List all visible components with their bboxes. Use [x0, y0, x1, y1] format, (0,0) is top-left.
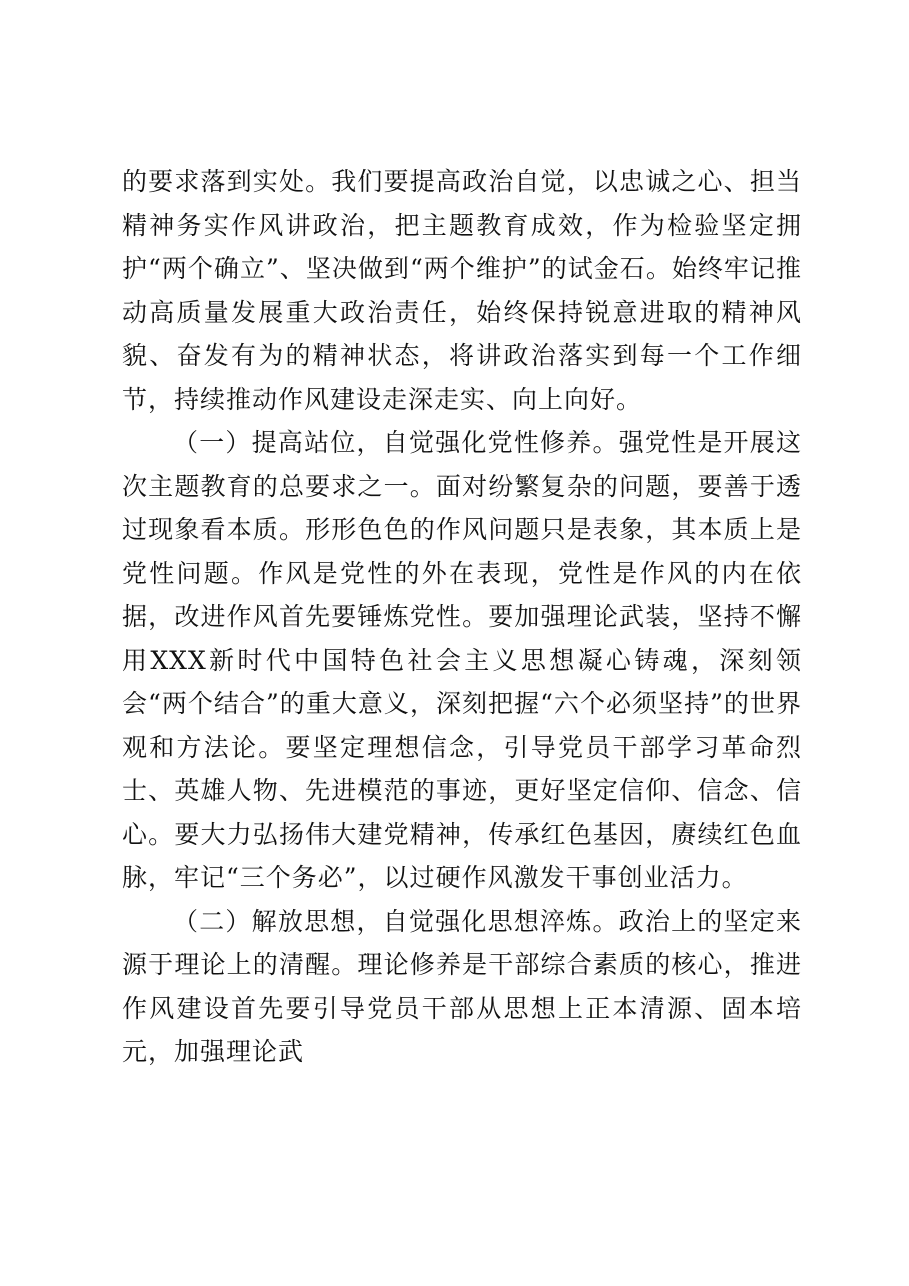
document-body	[122, 160, 802, 1074]
paragraph-intro: 的要求落到实处。我们要提高政治自觉，以忠诚之心、担当精神务实作风讲政治，把主题教育成效，作为检验坚定拥护“两个确立”、坚决做到“两个维护”的试金石。始终牢记推动高质量发展重大政治责任，始终保持锐意进取的精神风貌、奋发有为的精神状态，将讲政治落实到每一个工作细节，持续推动作风建设走深走实、向上向好。	[122, 167, 802, 414]
paragraph-section-2: （二）解放思想，自觉强化思想淬炼。政治上的坚定来源于理论上的清醒。理论修养是干部综合素质的核心，推进作风建设首先要引导党员干部从思想上正本清源、固本培元，加强理论武	[122, 906, 802, 1066]
paragraph-section-1: （一）提高站位，自觉强化党性修养。强党性是开展这次主题教育的总要求之一。面对纷繁复杂的问题，要善于透过现象看本质。形形色色的作风问题只是表象，其本质上是党性问题。作风是党性的外在表现，党性是作风的内在依据，改进作风首先要锤炼党性。要加强理论武装，坚持不懈用XXX新时代中国特色社会主义思想凝心铸魂，深刻领会“两个结合”的重大意义，深刻把握“六个必须坚持”的世界观和方法论。要坚定理想信念，引导党员干部学习革命烈士、英雄人物、先进模范的事迹，更好坚定信仰、信念、信心。要大力弘扬伟大建党精神，传承红色基因，赓续红色血脉，牢记“三个务必”，以过硬作风激发干事创业活力。	[122, 428, 802, 892]
